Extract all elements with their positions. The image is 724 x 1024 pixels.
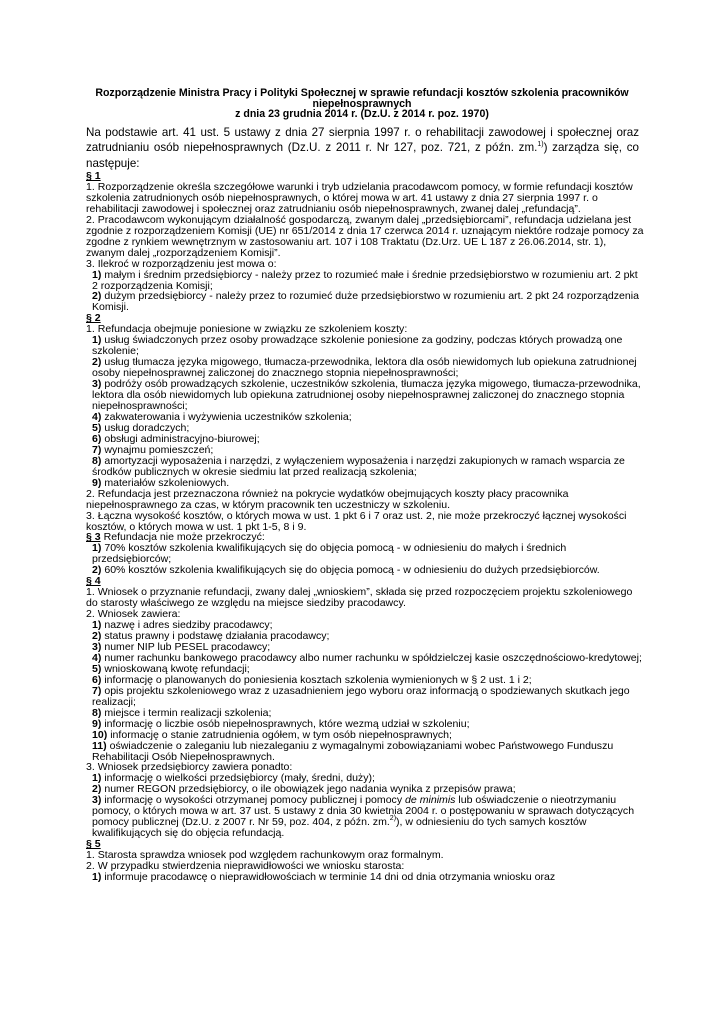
- list-text: obsługi administracyjno-biurowej;: [104, 432, 260, 445]
- list-number: 1): [92, 334, 102, 347]
- list-text: numer REGON przedsiębiorcy, o ile obowiązek jego nadania wynika z przepisów prawa;: [104, 783, 516, 796]
- document-title-date: z dnia 23 grudnia 2014 r. (Dz.U. z 2014 r. poz. 1970): [235, 108, 489, 120]
- paragraph: 1. Starosta sprawdza wniosek pod względem rachunkowym oraz formalnym.: [86, 849, 444, 862]
- list-text: małym i średnim przedsiębiorcy - należy przez to rozumieć małe i średnie przedsiębiorstwo w rozumieniu art. 2 pkt 2 rozporządzenia Komisji;: [92, 268, 638, 292]
- list-number: 6): [92, 432, 102, 445]
- list-item: [86, 478, 644, 489]
- list-number: 2): [92, 630, 102, 643]
- document-title: Rozporządzenie Ministra Pracy i Polityki Społecznej w sprawie refundacji kosztów szkolenia pracowników niepełnosprawnych: [95, 87, 629, 110]
- list-text: nazwę i adres siedziby pracodawcy;: [104, 619, 273, 632]
- document-body: [86, 171, 644, 883]
- list-text: podróży osób prowadzących szkolenie, uczestników szkolenia, tłumacza języka migowego, tłumacza-przewodnika, lektora dla osób niewidomych lub opiekuna zatrudnionej osoby niepełnosprawnej zaliczonej do znacznego stopnia niepełnosprawności;: [92, 378, 641, 413]
- preamble: [86, 125, 639, 171]
- paragraph: 3. Ilekroć w rozporządzeniu jest mowa o:: [86, 257, 277, 270]
- list-text: wynajmu pomieszczeń;: [104, 443, 214, 456]
- list-text: amortyzacji wyposażenia i narzędzi, z wyłączeniem wyposażenia i narzędzi zakupionych w ramach wsparcia ze środków publicznych w okresie siedmiu lat przed realizacją szkolenia;: [92, 454, 625, 478]
- list-text: usług tłumacza języka migowego, tłumacza-przewodnika, lektora dla osób niewidomych lub opiekuna zatrudnionej osoby niepełnosprawnej zaliczonej do znacznego stopnia niepełnosprawności;: [92, 356, 637, 380]
- list-number: 4): [92, 651, 102, 664]
- list-number: 8): [92, 454, 102, 467]
- paragraph: 1. Refundacja obejmuje poniesione w związku ze szkoleniem koszty:: [86, 323, 408, 336]
- list-text: informuje pracodawcę o nieprawidłowościach w terminie 14 dni od dnia otrzymania wniosku oraz: [104, 871, 556, 883]
- list-item: [86, 872, 644, 883]
- list-number: 3): [92, 378, 102, 391]
- list-text-b: lub oświadczenie o nieotrzymaniu pomocy, o których mowa w art. 37 ust. 5 ustawy z dnia 30 kwietnia 2004 r. o postępowaniu w sprawach dotyczących pomocy publicznej (Dz.U. z 2007 r. Nr 59, poz. 404, z późn. zm.: [92, 794, 635, 829]
- paragraph: 1. Rozporządzenie określa szczegółowe warunki i tryb udzielania pracodawcom pomocy, w formie refundacji kosztów szkolenia zatrudnionych osób niepełnosprawnych, o której mowa w art. 41 ustawy z dnia 27 sierpnia 1997 r. o rehabilitacji zawodowej i społecznej oraz zatrudnianiu osób niepełnosprawnych, zwanej dalej „refundacją”.: [86, 180, 633, 215]
- section-heading: § 1: [86, 170, 101, 182]
- section-heading: § 4: [86, 575, 101, 588]
- section-heading: § 5: [86, 838, 101, 851]
- list-number: 9): [92, 476, 102, 489]
- list-text: informację o planowanych do poniesienia kosztach szkolenia wymienionych w § 2 ust. 1 i 2;: [104, 673, 532, 686]
- list-text: dużym przedsiębiorcy - należy przez to rozumieć duże przedsiębiorstwo w rozumieniu art. 2 pkt 24 rozporządzenia Komisji.: [92, 290, 639, 314]
- list-number: 7): [92, 684, 102, 697]
- list-text: wnioskowaną kwotę refundacji;: [104, 662, 250, 675]
- list-text: materiałów szkoleniowych.: [104, 476, 230, 489]
- list-text-c: ), w odniesieniu do tych samych kosztów kwalifikujących się do objęcia refundacją.: [92, 816, 587, 840]
- list-text: status prawny i podstawę działania pracodawcy;: [104, 630, 330, 643]
- list-item: [86, 741, 644, 763]
- list-number: 9): [92, 717, 102, 730]
- paragraph: 2. Refundacja jest przeznaczona również na pokrycie wydatków obejmujących koszty płacy pracownika niepełnosprawnego za czas, w którym pracownik ten uczestniczy w szkoleniu.: [86, 487, 569, 511]
- preamble-text: Na podstawie art. 41 ust. 5 ustawy z dnia 27 sierpnia 1997 r. o rehabilitacji zawodowej i społecznej oraz zatrudnianiu osób niepełnosprawnych (Dz.U. z 2011 r. Nr 127, poz. 721, z późn. zm.: [86, 126, 639, 155]
- list-item: [86, 795, 644, 839]
- list-text: usług doradczych;: [104, 421, 190, 434]
- list-item: [86, 291, 644, 313]
- preamble-tail: ) zarządza się, co następuje:: [86, 141, 639, 170]
- list-item: [86, 335, 644, 357]
- footnote-ref: 1): [537, 141, 544, 149]
- list-item: [86, 456, 644, 478]
- list-number: 3): [92, 640, 102, 653]
- list-item: [86, 686, 644, 708]
- list-item: [86, 379, 644, 412]
- list-number: 2): [92, 290, 102, 303]
- list-number: 10): [92, 728, 108, 741]
- paragraph: 2. Pracodawcom wykonującym działalność gospodarczą, zwanym dalej „przedsiębiorcami”, refundacja udzielana jest zgodnie z rozporządzeniem Komisji (UE) nr 651/2014 z dnia 17 czerwca 2014 r. uznającym niektóre rodzaje pomocy za zgodne z rynkiem wewnętrznym w zastosowaniu art. 107 i 108 Traktatu (Dz.Urz. UE L 187 z 26.06.2014, str. 1), zwanym dalej „rozporządzeniem Komisji”.: [86, 213, 644, 259]
- list-number: 2): [92, 356, 102, 369]
- paragraph: 3. Wniosek przedsiębiorcy zawiera ponadto:: [86, 761, 293, 774]
- list-text: miejsce i termin realizacji szkolenia;: [104, 706, 272, 719]
- section-heading: § 3: [86, 531, 101, 544]
- list-number: 3): [92, 794, 102, 807]
- list-text: usług świadczonych przez osoby prowadzące szkolenie poniesione za godziny, podczas których prowadzą one szkolenie;: [92, 334, 623, 358]
- list-text-em: de minimis: [405, 794, 456, 807]
- list-number: 2): [92, 783, 102, 796]
- list-item: [86, 565, 644, 576]
- list-number: 8): [92, 706, 102, 719]
- list-number: 1): [92, 772, 102, 785]
- list-text: informację o wielkości przedsiębiorcy (mały, średni, duży);: [104, 772, 375, 785]
- list-number: 1): [92, 619, 102, 632]
- list-number: 1): [92, 542, 102, 555]
- list-item: [86, 357, 644, 379]
- list-number: 5): [92, 421, 102, 434]
- list-number: 6): [92, 673, 102, 686]
- list-number: 11): [92, 739, 107, 752]
- list-number: 4): [92, 410, 102, 423]
- list-text: numer rachunku bankowego pracodawcy albo numer rachunku w spółdzielczej kasie oszczędnościowo-kredytowej;: [104, 651, 642, 664]
- list-item: [86, 543, 644, 565]
- list-number: 5): [92, 662, 102, 675]
- paragraph: 2. W przypadku stwierdzenia nieprawidłowości we wniosku starosta:: [86, 860, 405, 873]
- paragraph: 1. Wniosek o przyznanie refundacji, zwany dalej „wnioskiem”, składa się przed rozpoczęciem projektu szkoleniowego do starosty właściwego ze względu na miejsce siedziby pracodawcy.: [86, 586, 633, 610]
- list-text: 60% kosztów szkolenia kwalifikujących się do objęcia pomocą - w odniesieniu do dużych przedsiębiorców.: [104, 564, 600, 577]
- list-text-a: informację o wysokości otrzymanej pomocy publicznej i pomocy: [104, 794, 406, 807]
- paragraph: 2. Wniosek zawiera:: [86, 608, 181, 621]
- list-number: 2): [92, 564, 102, 577]
- list-text: informację o stanie zatrudnienia ogółem, w tym osób niepełnosprawnych;: [110, 728, 452, 741]
- paragraph: 3. Łączna wysokość kosztów, o których mowa w ust. 1 pkt 6 i 7 oraz ust. 2, nie może przekroczyć łącznej wysokości kosztów, o których mowa w ust. 1 pkt 1-5, 8 i 9.: [86, 509, 627, 533]
- list-number: 1): [92, 871, 102, 883]
- list-text: numer NIP lub PESEL pracodawcy;: [104, 640, 271, 653]
- list-text: informację o liczbie osób niepełnosprawnych, które wezmą udział w szkoleniu;: [104, 717, 470, 730]
- section-lead-text: Refundacja nie może przekroczyć:: [100, 531, 265, 544]
- list-text: oświadczenie o zaleganiu lub niezaleganiu z wymagalnymi zobowiązaniami wobec Państwowego Funduszu Rehabilitacji Osób Niepełnosprawnych.: [92, 739, 614, 763]
- section-heading: § 2: [86, 312, 101, 325]
- list-text: opis projektu szkoleniowego wraz z uzasadnieniem jego wyboru oraz informacją o spodziewanych skutkach jego realizacji;: [92, 684, 630, 708]
- footnote-ref: 2): [389, 815, 397, 823]
- list-number: 7): [92, 443, 102, 456]
- list-item: [86, 270, 644, 292]
- list-text: 70% kosztów szkolenia kwalifikujących się do objęcia pomocą - w odniesieniu do małych i średnich przedsiębiorców;: [92, 542, 567, 566]
- list-text: zakwaterowania i wyżywienia uczestników szkolenia;: [104, 410, 352, 423]
- list-number: 1): [92, 268, 102, 281]
